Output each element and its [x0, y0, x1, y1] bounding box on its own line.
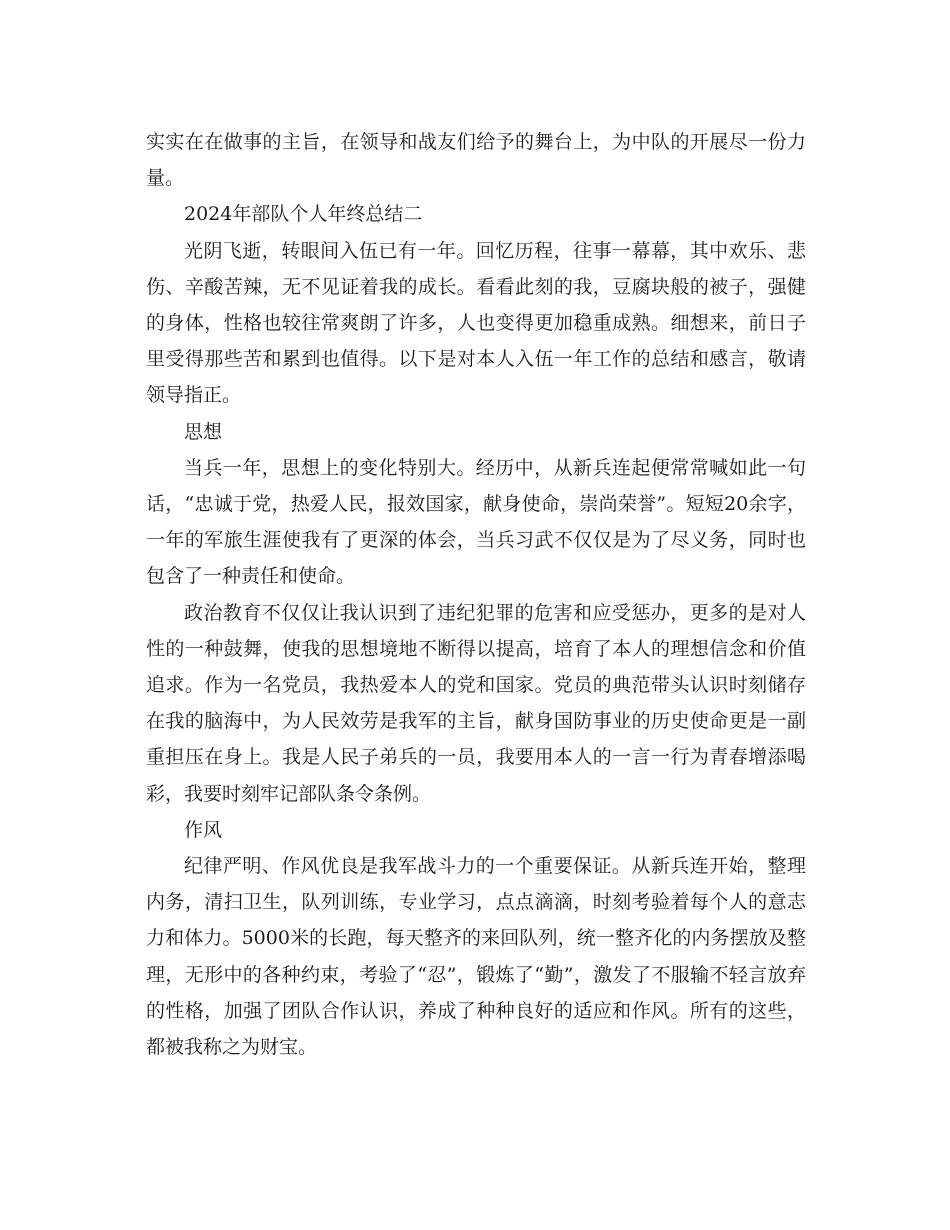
subheading-style: 作风 — [184, 818, 223, 841]
subheading-thought: 思想 — [184, 420, 223, 443]
document-body — [146, 124, 806, 1065]
paragraph-thought-2: 政治教育不仅仅让我认识到了违纪犯罪的危害和应受惩办，更多的是对人性的一种鼓舞，使我的思想境地不断得以提高，培育了本人的理想信念和价值追求。作为一名党员，我热爱本人的党和国家。党员的典范带头认识时刻储存在我的脑海中，为人民效劳是我军的主旨，献身国防事业的历史使命更是一副重担压在身上。我是人民子弟兵的一员，我要用本人的一言一行为青春增添喝彩，我要时刻牢记部队条令条例。 — [146, 601, 806, 805]
paragraph-continuation: 实实在在做事的主旨，在领导和战友们给予的舞台上，为中队的开展尽一份力量。 — [146, 131, 806, 190]
paragraph-intro: 光阴飞逝，转眼间入伍已有一年。回忆历程，往事一幕幕，其中欢乐、悲伤、辛酸苦辣，无不见证着我的成长。看看此刻的我，豆腐块般的被子，强健的身体，性格也较往常爽朗了许多，人也变得更加稳重成熟。细想来，前日子里受得那些苦和累到也值得。以下是对本人入伍一年工作的总结和感言，敬请领导指正。 — [146, 239, 806, 407]
paragraph-thought-1: 当兵一年，思想上的变化特别大。经历中，从新兵连起便常常喊如此一句话，“忠诚于党，热爱人民，报效国家，献身使命，崇尚荣誉”。短短20余字，一年的军旅生涯使我有了更深的体会，当兵习武不仅仅是为了尽义务，同时也包含了一种责任和使命。 — [146, 456, 806, 588]
paragraph-style: 纪律严明、作风优良是我军战斗力的一个重要保证。从新兵连开始，整理内务，清扫卫生，队列训练，专业学习，点点滴滴，时刻考验着每个人的意志力和体力。5000米的长跑，每天整齐的来回队列，统一整齐化的内务摆放及整理，无形中的各种约束，考验了“忍”，锻炼了“勤”，激发了不服输不轻言放弃的性格，加强了团队合作认识，养成了种种良好的适应和作风。所有的这些，都被我称之为财宝。 — [146, 855, 806, 1059]
section-title: 2024年部队个人年终总结二 — [184, 203, 423, 226]
